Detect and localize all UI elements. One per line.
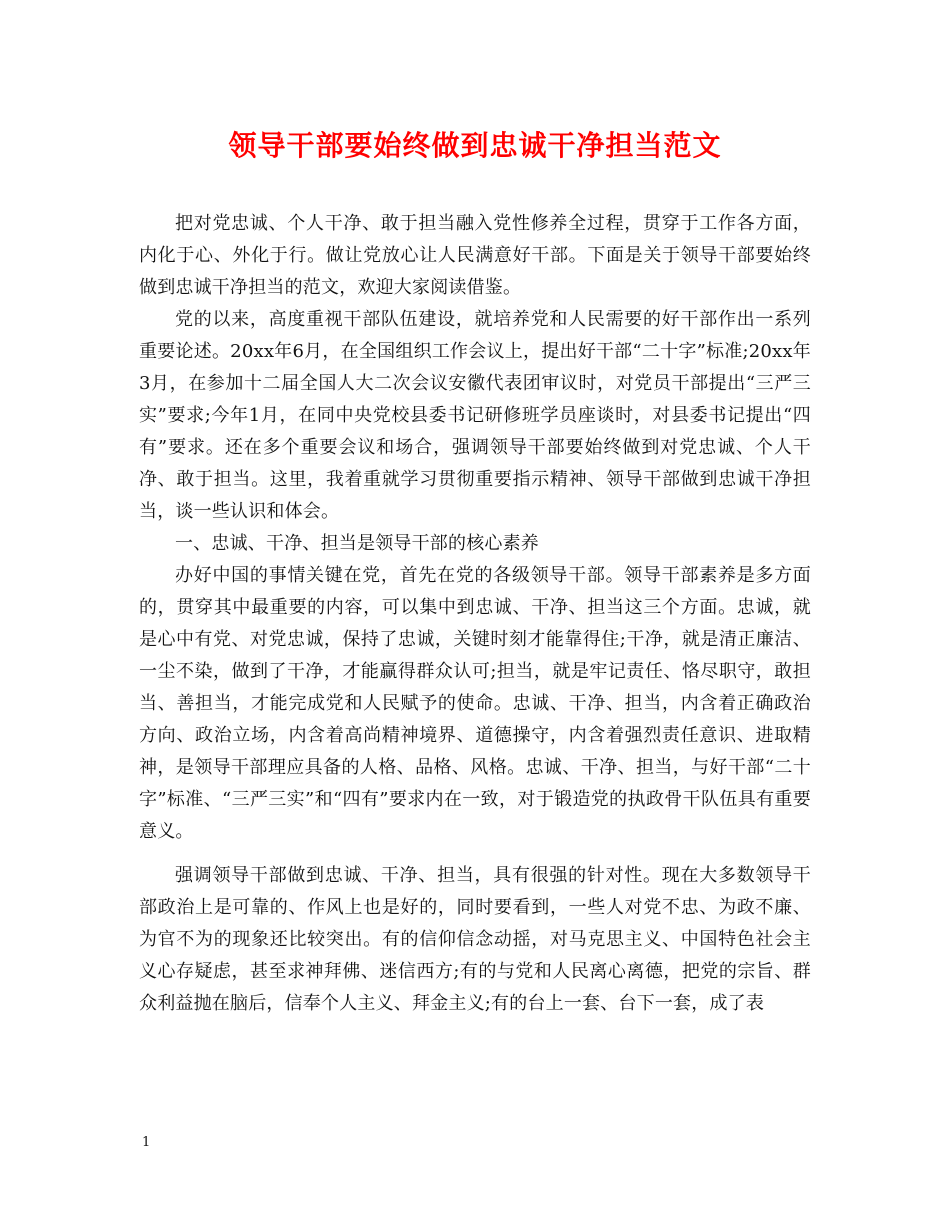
body-paragraph: 办好中国的事情关键在党，首先在党的各级领导干部。领导干部素养是多方面的，贯穿其中最重要的内容，可以集中到忠诚、干净、担当这三个方面。忠诚，就是心中有党、对党忠诚，保持了忠诚，关键时刻才能靠得住;干净，就是清正廉洁、一尘不染，做到了干净，才能赢得群众认可;担当，就是牢记责任、恪尽职守，敢担当、善担当，才能完成党和人民赋予的使命。忠诚、干净、担当，内含着正确政治方向、政治立场，内含着高尚精神境界、道德操守，内含着强烈责任意识、进取精神，是领导干部理应具备的人格、品格、风格。忠诚、干净、担当，与好干部“二十字”标准、“三严三实”和“四有”要求内在一致，对于锻造党的执政骨干队伍具有重要意义。 — [139, 565, 811, 842]
document-title: 领导干部要始终做到忠诚干净担当范文 — [228, 129, 722, 162]
document-body — [139, 208, 811, 1020]
body-paragraph: 党的以来，高度重视干部队伍建设，就培养党和人民需要的好干部作出一系列重要论述。20xx年6月，在全国组织工作会议上，提出好干部“二十字”标准;20xx年3月，在参加十二届全国人大二次会议安徽代表团审议时，对党员干部提出“三严三实”要求;今年1月，在同中央党校县委书记研修班学员座谈时，对县委书记提出“四有”要求。还在多个重要会议和场合，强调领导干部要始终做到对党忠诚、个人干净、敢于担当。这里，我着重就学习贯彻重要指示精神、领导干部做到忠诚干净担当，谈一些认识和体会。 — [139, 309, 811, 522]
body-paragraph: 强调领导干部做到忠诚、干净、担当，具有很强的针对性。现在大多数领导干部政治上是可靠的、作风上也是好的，同时要看到，一些人对党不忠、为政不廉、为官不为的现象还比较突出。有的信仰信念动摇，对马克思主义、中国特色社会主义心存疑虑，甚至求神拜佛、迷信西方;有的与党和人民离心离德，把党的宗旨、群众利益抛在脑后，信奉个人主义、拜金主义;有的台上一套、台下一套，成了表 — [139, 865, 811, 1014]
intro-paragraph: 把对党忠诚、个人干净、敢于担当融入党性修养全过程，贯穿于工作各方面，内化于心、外化于行。做让党放心让人民满意好干部。下面是关于领导干部要始终做到忠诚干净担当的范文，欢迎大家阅读借鉴。 — [139, 213, 811, 298]
section-heading: 一、忠诚、干净、担当是领导干部的核心素养 — [175, 533, 539, 554]
page-number: 1 — [142, 1135, 151, 1150]
